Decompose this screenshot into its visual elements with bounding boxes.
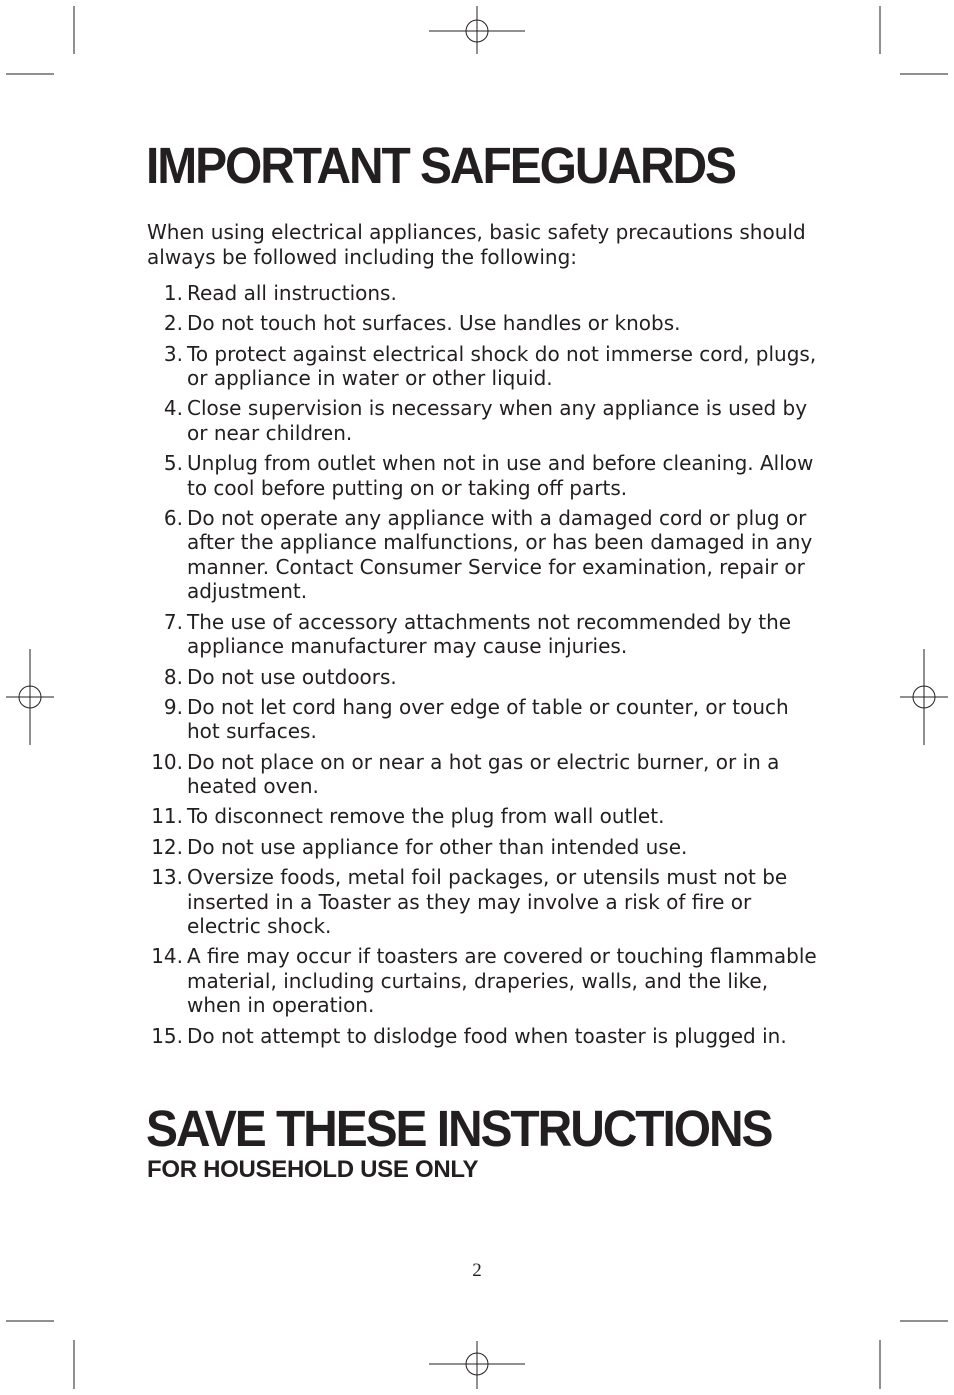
save-instructions-heading: SAVE THESE INSTRUCTIONS xyxy=(146,1100,772,1157)
page-title: IMPORTANT SAFEGUARDS xyxy=(146,137,735,194)
item-number: 15. xyxy=(151,1023,183,1048)
item-number: 5. xyxy=(163,451,183,476)
item-text: To protect against electrical shock do not immerse cord, plugs, or appliance in water or other liquid. xyxy=(187,341,817,391)
item-text: Do not touch hot surfaces. Use handles or knobs. xyxy=(187,311,681,336)
item-text: Oversize foods, metal foil packages, or utensils must not be inserted in a Toaster as they may involve a risk of fire or electric shock. xyxy=(187,865,788,939)
list-item xyxy=(147,695,817,744)
item-text: The use of accessory attachments not recommended by the appliance manufacturer may cause injuries. xyxy=(187,609,792,659)
safeguards-list xyxy=(147,281,817,1054)
item-text: Do not use outdoors. xyxy=(187,664,397,689)
household-use-subheading: FOR HOUSEHOLD USE ONLY xyxy=(147,1156,479,1183)
list-item xyxy=(147,665,817,690)
item-text: Do not let cord hang over edge of table or counter, or touch hot surfaces. xyxy=(187,694,789,744)
item-number: 9. xyxy=(163,694,183,719)
item-text: Read all instructions. xyxy=(187,281,397,305)
list-item xyxy=(147,506,817,604)
item-number: 7. xyxy=(163,609,183,634)
item-text: Do not operate any appliance with a damaged cord or plug or after the appliance malfunctions, or has been damaged in any manner. Contact Consumer Service for examination, repair or adjustment. xyxy=(187,505,813,604)
intro-paragraph: When using electrical appliances, basic safety precautions should always be followed including the following: xyxy=(147,220,806,269)
item-number: 3. xyxy=(163,341,183,366)
item-number: 11. xyxy=(151,804,183,829)
item-number: 8. xyxy=(163,664,183,689)
list-item xyxy=(147,865,817,939)
list-item xyxy=(147,610,817,659)
item-text: Do not place on or near a hot gas or electric burner, or in a heated oven. xyxy=(187,749,780,799)
page-number: 2 xyxy=(472,1260,482,1281)
list-item xyxy=(147,944,817,1018)
item-number: 6. xyxy=(163,505,183,530)
item-text: To disconnect remove the plug from wall outlet. xyxy=(187,804,665,829)
item-number: 2. xyxy=(163,311,183,336)
list-item xyxy=(147,1024,817,1049)
item-number: 12. xyxy=(151,834,183,859)
item-text: Unplug from outlet when not in use and before cleaning. Allow to cool before putting on or taking off parts. xyxy=(187,451,814,500)
list-item xyxy=(147,451,817,500)
item-number: 13. xyxy=(151,865,183,890)
list-item xyxy=(147,804,817,829)
list-item xyxy=(147,281,817,306)
list-item xyxy=(147,311,817,336)
item-text: A fire may occur if toasters are covered or touching flammable material, including curtains, draperies, walls, and the like, when in operation. xyxy=(187,944,817,1018)
list-item xyxy=(147,835,817,860)
list-item xyxy=(147,396,817,445)
item-number: 14. xyxy=(151,944,183,969)
item-text: Close supervision is necessary when any appliance is used by or near children. xyxy=(187,396,808,445)
list-item xyxy=(147,342,817,391)
item-text: Do not attempt to dislodge food when toaster is plugged in. xyxy=(187,1023,787,1048)
item-number: 10. xyxy=(151,749,183,774)
list-item xyxy=(147,750,817,799)
item-number: 4. xyxy=(163,396,183,421)
item-number: 1. xyxy=(163,281,183,305)
item-text: Do not use appliance for other than intended use. xyxy=(187,834,688,859)
